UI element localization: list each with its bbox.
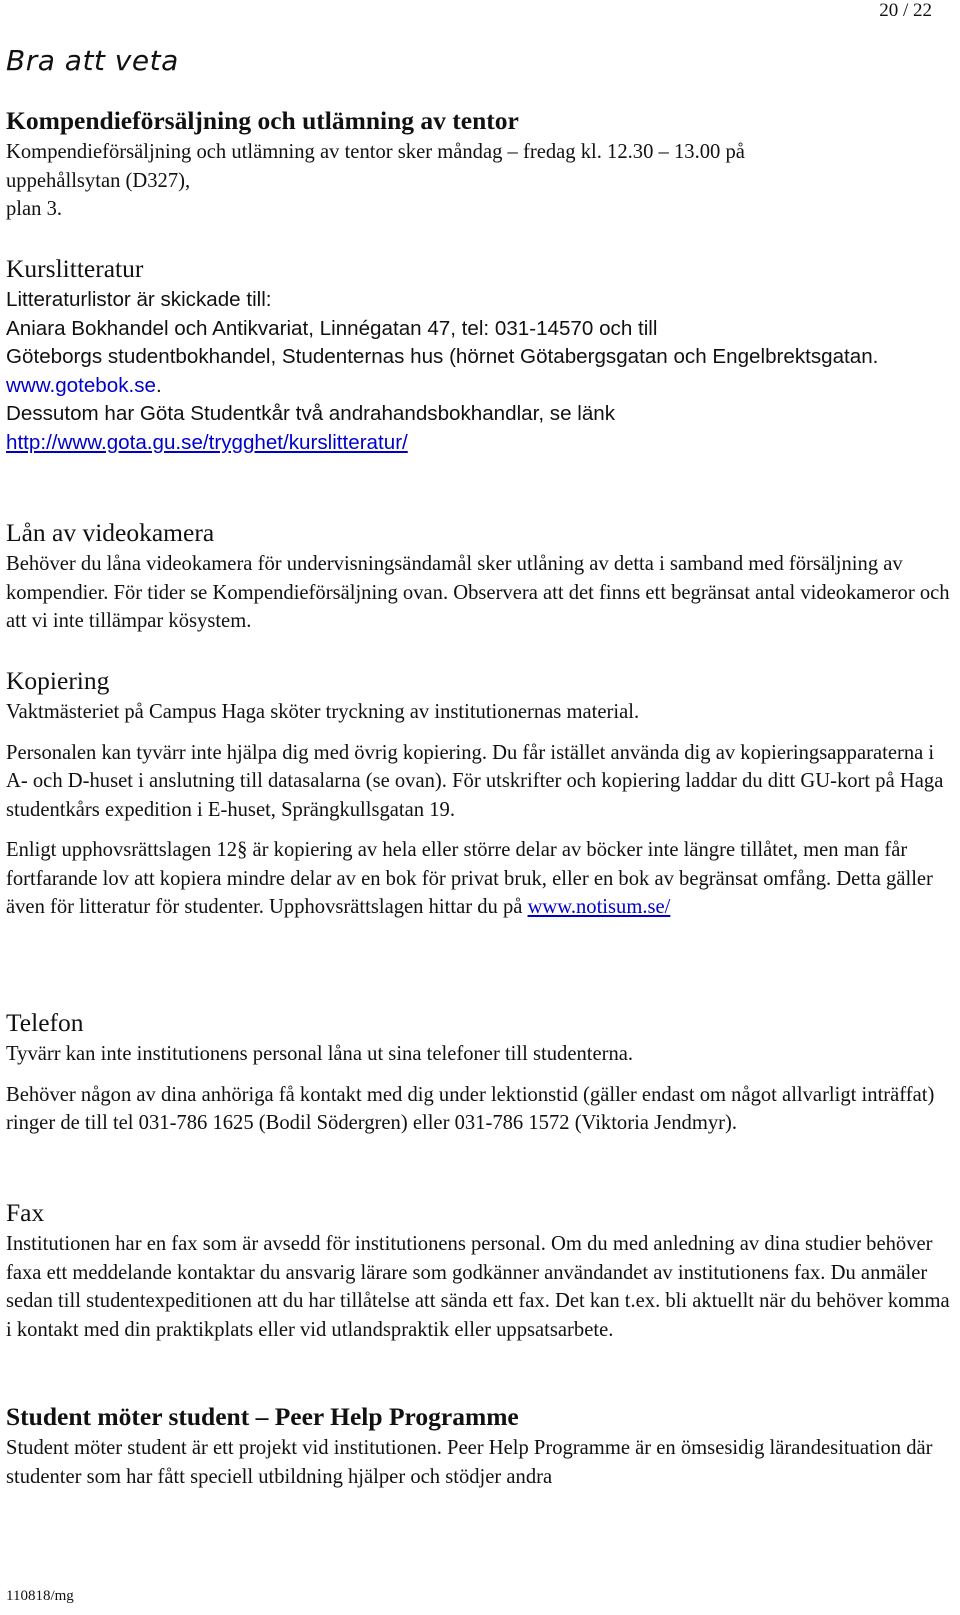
footer-note: 110818/mg bbox=[6, 1588, 74, 1604]
kopiering-paragraph-2: Personalen kan tyvärr inte hjälpa dig med övrig kopiering. Du får istället använda dig av kopieringsapparaterna i A- och D-huset i anslutning till datasalarna (se ovan). För utskrifter och kopiering laddar du ditt GU-kort på Haga studentkårs expedition i E-huset, Sprängkullsgatan 19. bbox=[6, 741, 944, 821]
section-title: Bra att veta bbox=[6, 44, 179, 77]
telefon-paragraph-1: Tyvärr kan inte institutionens personal låna ut sina telefoner till studenterna. bbox=[6, 1043, 634, 1065]
kurslitteratur-line-6 bbox=[6, 429, 956, 458]
kurslitteratur-heading: Kurslitteratur bbox=[6, 254, 144, 283]
gotebok-link[interactable]: www.gotebok.se bbox=[6, 373, 156, 397]
section-kurslitteratur bbox=[6, 252, 956, 457]
videokamera-heading: Lån av videokamera bbox=[6, 518, 215, 547]
telefon-paragraph-2: Behöver någon av dina anhöriga få kontakt med dig under lektionstid (gäller endast om något allvarligt inträffat) ringer de till tel 031-786 1625 (Bodil Södergren) eller 031-786 1572 (Viktoria Jendmyr). bbox=[6, 1083, 935, 1134]
section-kompendie bbox=[6, 104, 956, 224]
telefon-heading: Telefon bbox=[6, 1008, 84, 1037]
fax-heading: Fax bbox=[6, 1198, 45, 1227]
section-fax bbox=[6, 1196, 956, 1344]
peer-help-heading: Student möter student – Peer Help Programme bbox=[6, 1402, 519, 1431]
section-videokamera bbox=[6, 516, 956, 636]
page-number: 20 / 22 bbox=[879, 0, 932, 21]
kurslitteratur-line-4 bbox=[6, 372, 956, 401]
kompendie-line-1: Kompendieförsäljning och utlämning av tentor sker måndag – fredag kl. 12.30 – 13.00 på bbox=[6, 141, 745, 163]
kopiering-paragraph-3-text: Enligt upphovsrättslagen 12§ är kopiering av hela eller större delar av böcker inte längre tillåtet, men man får fortfarande lov att kopiera mindre delar av en bok för privat bruk, eller en bok av begränsat omfång. Detta gäller även för litteratur för studenter. Upphovsrättslagen hittar du på bbox=[6, 839, 933, 918]
kopiering-heading: Kopiering bbox=[6, 666, 110, 695]
section-telefon bbox=[6, 1006, 956, 1138]
section-kopiering bbox=[6, 664, 956, 922]
section-peer-help bbox=[6, 1400, 956, 1491]
kopiering-paragraph-1: Vaktmästeriet på Campus Haga sköter tryckning av institutionernas material. bbox=[6, 701, 640, 723]
kopiering-paragraph-3 bbox=[6, 836, 956, 922]
kurslitteratur-line-3: Göteborgs studentbokhandel, Studenternas hus (hörnet Götabergsgatan och Engelbrektsgatan. bbox=[6, 345, 879, 368]
peer-help-paragraph-1: Student möter student är ett projekt vid institutionen. Peer Help Programme är en ömsesidig lärandesituation där studenter som har fått speciell utbildning hjälper och stödjer andra bbox=[6, 1437, 933, 1488]
kurslitteratur-line-1: Litteraturlistor är skickade till: bbox=[6, 288, 272, 311]
notisum-link[interactable]: www.notisum.se/ bbox=[527, 896, 671, 918]
videokamera-text: Behöver du låna videokamera för undervisningsändamål sker utlåning av detta i samband med försäljning av kompendier. För tider se Kompendieförsäljning ovan. Observera att det finns ett begränsat antal videokameror och att vi inte tillämpar kösystem. bbox=[6, 553, 950, 632]
kompendie-line-3: plan 3. bbox=[6, 198, 63, 220]
gotebok-link-suffix: . bbox=[155, 373, 162, 397]
fax-paragraph-1: Institutionen har en fax som är avsedd för institutionens personal. Om du med anledning av dina studier behöver faxa ett meddelande kontaktar du ansvarig lärare som godkänner användandet av institutionens fax. Du anmäler sedan till studentexpeditionen att du har tillåtelse att sända ett fax. Det kan t.ex. bli aktuellt när du behöver komma i kontakt med din praktikplats eller vid utlandspraktik eller uppsatsarbete. bbox=[6, 1233, 950, 1341]
kurslitteratur-line-2: Aniara Bokhandel och Antikvariat, Linnégatan 47, tel: 031-14570 och till bbox=[6, 316, 658, 340]
kompendie-line-2: uppehållsytan (D327), bbox=[6, 169, 191, 192]
kurslitteratur-line-5: Dessutom har Göta Studentkår två andrahandsbokhandlar, se länk bbox=[6, 402, 616, 425]
gota-kurslitteratur-link[interactable]: http://www.gota.gu.se/trygghet/kurslitteratur/ bbox=[6, 430, 408, 454]
kompendie-heading: Kompendieförsäljning och utlämning av tentor bbox=[6, 106, 519, 135]
